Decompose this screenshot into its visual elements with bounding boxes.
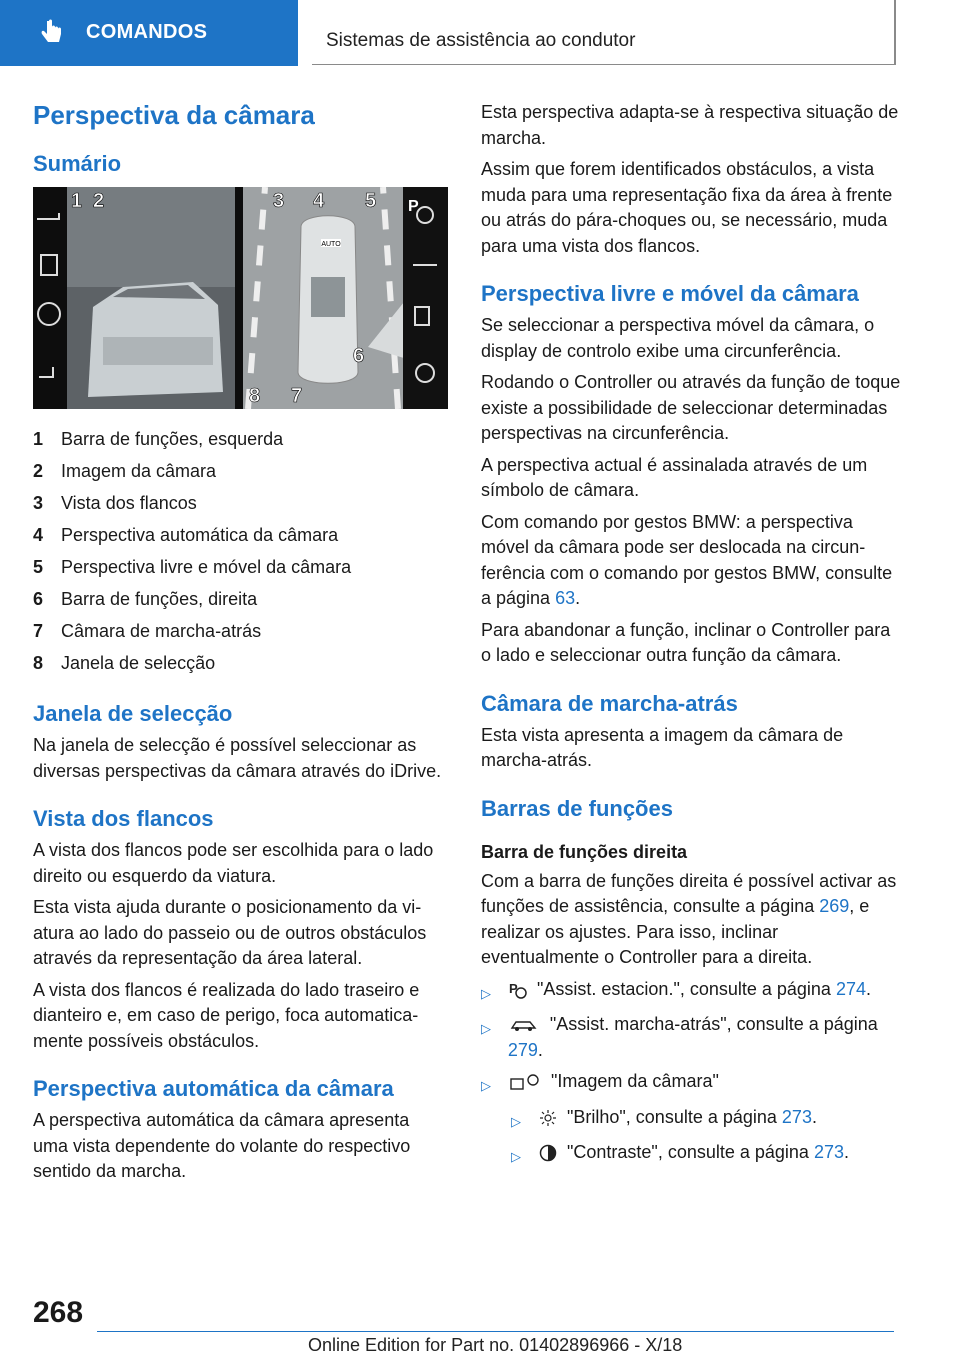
section-barras [481,796,901,1170]
callout-8: 8 [249,385,261,407]
sub-bullet-item: ▷ "Brilho", consulte a página 273. [511,1105,901,1135]
bullet-item: ▷ "Imagem da câmara" [481,1069,901,1099]
image-legend [33,423,448,679]
page-link[interactable]: 274 [835,978,866,999]
livre-text-5: Para abandonar a função, inclinar o Controller para o lado e seleccionar outra função da câmara. [481,619,891,665]
page-link[interactable]: 273 [813,1142,844,1162]
triangle-bullet-icon: ▷ [511,1149,521,1164]
page-link[interactable]: 279 [507,1039,538,1060]
legend-item: 4 Perspectiva automática da câmara [33,525,339,545]
auto-text: A perspectiva automática da câmara apresenta uma vista dependente do volante do respectivo sentido da marcha. [33,1110,411,1181]
callout-4: 4 [313,190,325,212]
camera-settings-icon [509,1073,541,1091]
livre-text-4: Com comando por gestos BMW: a perspectiva móvel da câmara pode ser deslocada na circunferência com o comando por gestos BMW, consulte a página 63. [481,511,893,608]
callout-3: 3 [273,190,285,212]
legend-item: 3 Vista dos flancos [33,493,197,513]
summary-heading: Sumário [33,151,122,176]
callout-5: 5 [365,190,377,212]
triangle-bullet-icon: ▷ [481,985,491,1001]
page-number: 268 [33,1296,84,1329]
section-flancos [33,806,448,1054]
brightness-icon [539,1109,557,1127]
right-column [481,100,901,1170]
section-marcha [481,691,901,774]
flancos-text-2: Esta vista ajuda durante o posicionamento da viatura ao lado do passeio ou de outros obstáculos através da representação da área lateral. [33,897,427,968]
page-title: Perspectiva da câmara [33,100,315,130]
auto-badge: AUTO [321,241,341,248]
hand-pointer-icon [38,17,68,47]
footer-edition: Online Edition for Part no. 01402896966 - X/18 [308,1335,683,1355]
livre-heading: Perspectiva livre e móvel da câmara [481,281,859,306]
legend-item: 5 Perspectiva livre e móvel da câmara [33,557,352,577]
flancos-text-3: A vista dos flancos é realizada do lado traseiro e dianteiro e, em caso de perigo, foca automaticamente possíveis obstáculos. [33,979,420,1051]
legend-item: 7 Câmara de marcha-atrás [33,621,262,641]
camera-display-illustration [33,187,448,409]
legend-item: 6 Barra de funções, direita [33,589,258,609]
auto-text-2: Esta perspectiva adapta-se à respectiva situação de marcha. [481,102,899,148]
livre-text-1: Se seleccionar a perspectiva móvel da câmara, o display de controlo exibe uma circunferência. [481,315,875,361]
triangle-bullet-icon: ▷ [481,1021,491,1036]
page-link[interactable]: 269 [819,896,850,916]
janela-heading: Janela de selecção [33,701,233,726]
camera-display-image [33,187,448,409]
svg-text:P: P [509,980,518,996]
sub-bullet-item: ▷ "Contraste", consulte a página 273. [511,1140,901,1170]
janela-text: Na janela de selecção é possível seleccionar as diversas perspectivas da câmara através do iDrive. [33,735,442,781]
callout-1: 1 [71,190,83,212]
car-reverse-icon [508,1017,540,1033]
legend-item: 1 Barra de funções, esquerda [33,429,284,449]
livre-text-2: Rodando o Controller ou através da função de toque existe a possibilidade de seleccionar determinadas perspectivas na circunferência. [481,372,901,443]
marcha-text: Esta vista apresenta a imagem da câmara de marcha-atrás. [481,724,844,770]
section-livre [481,281,901,669]
livre-text-3: A perspectiva actual é assinalada através de um símbolo de câmara. [481,454,868,500]
auto-heading: Perspectiva automática da câmara [33,1076,394,1101]
callout-2: 2 [93,190,105,212]
callout-6: 6 [353,345,365,367]
bullet-item: ▷ "Assist. marcha-atrás", consulte a página 279. [481,1012,901,1063]
section-janela [33,701,448,784]
header-underline [0,64,298,66]
flancos-text-1: A vista dos flancos pode ser escolhida para o lado direito ou esquerdo da viatura. [33,840,434,886]
bullet-item: ▷ P "Assist. estacion.", consulte a página 274. [481,977,901,1007]
barras-heading: Barras de funções [481,795,673,821]
direita-text: Com a barra de funções direita é possível activar as funções de assistência, consulte a página 269, e realizar os ajustes. Para isso, inclinar eventualmente o Controller para a direita. [481,870,897,967]
direita-heading: Barra de funções direita [481,841,688,862]
legend-item: 2 Imagem da câmara [33,461,217,481]
auto-text-3: Assim que forem identificados obstáculos, a vista muda para uma representação fixa da área à frente ou atrás do pára-choques ou, se necessário, muda para uma vista dos flancos. [481,159,893,256]
section-title: Sistemas de assistência ao condutor [326,30,636,51]
page-link[interactable]: 273 [781,1106,812,1127]
footer-line [97,1331,894,1332]
callout-7: 7 [291,385,303,407]
chapter-tab[interactable] [0,0,298,64]
legend-item: 8 Janela de selecção [33,653,216,673]
contrast-icon [539,1144,557,1162]
triangle-bullet-icon: ▷ [511,1113,521,1129]
chapter-tab-label: COMANDOS [86,20,208,43]
section-header [312,0,896,65]
flancos-heading: Vista dos flancos [33,806,214,831]
parking-assist-icon [509,981,527,999]
park-badge: P [408,198,419,215]
triangle-bullet-icon: ▷ [481,1078,491,1093]
page-link[interactable]: 63 [555,588,576,608]
left-column [33,100,448,1191]
marcha-heading: Câmara de marcha-atrás [481,690,738,716]
section-auto [33,1076,448,1185]
